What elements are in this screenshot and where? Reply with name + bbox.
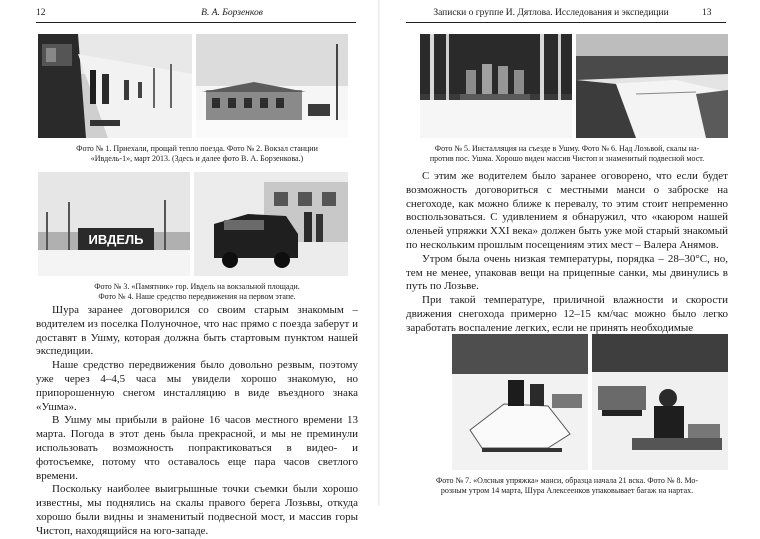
- paragraph: Шура заранее договорился со своим старым знакомым – водителем из поселка Полуночное, что нас прямо с поезда заберут и доставят в Ушму, которая должна быть стартовым пунктом нашей экспедиции.: [36, 304, 358, 358]
- caption-line: против пос. Ушма. Хорошо виден массив Чистоп и знаменитый подвесной мост.: [429, 154, 705, 163]
- left-body-text: [36, 304, 358, 539]
- paragraph: Поскольку наиболее выигрышные точки съемки были хорошо известны, мы поднялись на скалы правого берега Лозьвы, откуда хорошо были видны и знаменитый подвесной мост, и массив горы Чистоп, находящийся на юго-западе.: [36, 483, 358, 537]
- caption-photos-5-6: [406, 144, 728, 164]
- paragraph: Утром была очень низкая температуры, порядка – 28–30°С, но, тем не менее, упаковав вещи на прицепные санки, мы двинулись в путь по Лозьве.: [406, 252, 728, 293]
- caption-photos-1-2: [36, 144, 358, 164]
- page-number: 12: [36, 8, 46, 18]
- photo-station-building: [196, 34, 348, 138]
- photo-loading-sled: [592, 334, 728, 470]
- caption-line: «Ивдель-1», март 2013. (Здесь и далее фото В. А. Борзенкова.): [90, 154, 304, 163]
- caption-line: Фото № 5. Инсталляция на съезде в Ушму. Фото № 6. Над Лозьвой, скалы на-: [434, 144, 700, 153]
- photo-snowmobile: [452, 334, 588, 470]
- monument-sign-text: ИВДЕЛЬ: [88, 232, 144, 247]
- right-page: [380, 0, 760, 506]
- right-body-text: [406, 170, 728, 336]
- photo-ivdel-monument: [38, 172, 190, 276]
- left-page: [0, 0, 380, 537]
- caption-line: Фото № 7. «Олсныя упряжка» манси, образца начала 21 вска. Фото № 8. Мо-: [435, 476, 699, 485]
- running-header: В. А. Борзенков: [201, 8, 263, 18]
- caption-photos-7-8: [406, 476, 728, 496]
- photo-train-platform: [38, 34, 192, 138]
- paragraph: Наше средство передвижения было довольно резвым, поэтому уже через 4–4,5 часа мы увидели хорошо знакомую, но припорошенную снегом инсталляцию в виде въездного знака «Ушма».: [36, 359, 358, 413]
- photo-ushma-installation: [420, 34, 572, 138]
- photo-lozva-view: [576, 34, 728, 138]
- paragraph: С этим же водителем было заранее оговорено, что если будет возможность договориться с местными манси о заброске на снегоходе, как можно ближе к перевалу, то этим стоит непременно воспользоваться. С удивлением я обнаружил, что «каюром нашей оленьей упряжки XXI века» должен быть уже мой старый знакомый по нескольким прошлым посещениям этих мест – Валера Анямов.: [406, 170, 728, 251]
- paragraph: При такой температуре, приличной влажности и скорости движения снегохода примерно 12–15 км/час можно было легко заработать воспаление легких, если не принять необходимые: [406, 294, 728, 334]
- caption-line: Фото № 3. «Памятник» гор. Ивдель на вокзальной площади.: [94, 282, 300, 291]
- page-number: 13: [702, 8, 712, 18]
- caption-line: розным утром 14 марта, Шура Алексеенков упаковывает багаж на нартах.: [440, 486, 694, 495]
- paragraph: В Ушму мы прибыли в районе 16 часов местного времени 13 марта. Погода в этот день была прекрасной, и мы не преминули использовать возможность попрактиковаться в видео- и фотосъемке, потому что оставалось еще пара часов светлого времени.: [36, 414, 358, 482]
- caption-photos-3-4: [36, 282, 358, 302]
- photo-car: [194, 172, 348, 276]
- header-rule: [406, 22, 726, 23]
- caption-line: Фото № 1. Приехали, прощай тепло поезда. Фото № 2. Вокзал станции: [76, 144, 318, 153]
- running-header: Записки о группе И. Дятлова. Исследования и экспедиции: [433, 8, 669, 18]
- caption-line: Фото № 4. Наше средство передвижения на первом этапе.: [98, 292, 296, 301]
- header-rule: [36, 22, 356, 23]
